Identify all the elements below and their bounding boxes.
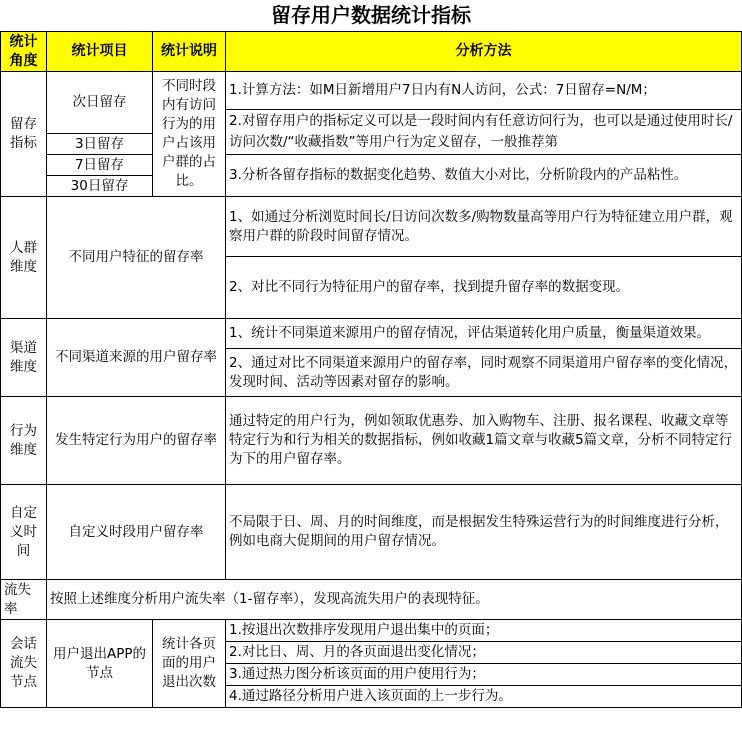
method-channel-2: 2、通过对比不同渠道来源用户的留存率，同时观察不同渠道用户留存率的变化情况，发现时间、活动等因素对留存的影响。 [226, 349, 742, 397]
dimension-behavior: 行为维度 [1, 397, 47, 485]
method-retention-1: 1.计算方法：如M日新增用户7日内有N人访问，公式：7日留存=N/M； [226, 72, 742, 110]
method-session-3: 3.通过热力图分析该页面的用户使用行为； [226, 664, 742, 686]
dimension-retention: 留存指标 [1, 72, 47, 197]
sheet-title: 留存用户数据统计指标 [271, 3, 471, 27]
item-channel: 不同渠道来源的用户留存率 [47, 319, 226, 397]
table-row [1, 485, 742, 580]
method-session-4: 4.通过路径分析用户进入该页面的上一步行为。 [226, 686, 742, 708]
item-custom-time: 自定义时段用户留存率 [47, 485, 226, 580]
dimension-custom-time: 自定义时间 [1, 485, 47, 580]
dimension-churn: 流失率 [1, 580, 47, 620]
metrics-table [0, 31, 742, 708]
table-row [1, 620, 742, 642]
method-crowd-2: 2、对比不同行为特征用户的留存率，找到提升留存率的数据变现。 [226, 257, 742, 319]
method-crowd-1: 1、如通过分析浏览时间长/日访问次数多/购物数量高等用户行为特征建立用户群，观察用户群的阶段时间留存情况。 [226, 197, 742, 257]
header-item: 统计项目 [47, 32, 153, 72]
item-next-day: 次日留存 [47, 72, 153, 134]
header-method: 分析方法 [226, 32, 742, 72]
method-channel-1: 1、统计不同渠道来源用户的留存情况，评估渠道转化用户质量，衡量渠道效果。 [226, 319, 742, 349]
header-row [1, 32, 742, 72]
table-row [1, 397, 742, 485]
method-custom-time: 不局限于日、周、月的时间维度，而是根据发生特殊运营行为的时间维度进行分析，例如电商大促期间的用户留存情况。 [226, 485, 742, 580]
table-row [1, 197, 742, 257]
item-3day: 3日留存 [47, 134, 153, 155]
method-churn: 按照上述维度分析用户流失率（1-留存率），发现高流失用户的表现特征。 [47, 580, 742, 620]
dimension-channel: 渠道维度 [1, 319, 47, 397]
method-behavior: 通过特定的用户行为，例如领取优惠券、加入购物车、注册、报名课程、收藏文章等特定行为和行为相关的数据指标，例如收藏1篇文章与收藏5篇文章，分析不同特定行为下的用户留存率。 [226, 397, 742, 485]
dimension-crowd: 人群维度 [1, 197, 47, 319]
description-session: 统计各页面的用户退出次数 [153, 620, 226, 708]
dimension-session: 会话流失节点 [1, 620, 47, 708]
table-row [1, 155, 742, 176]
table-row [1, 580, 742, 620]
header-description: 统计说明 [153, 32, 226, 72]
method-retention-2: 2.对留存用户的指标定义可以是一段时间内有任意访问行为，也可以是通过使用时长/访问次数/“收藏指数”等用户行为定义留存，一般推荐第 [226, 110, 742, 155]
table-row [1, 319, 742, 349]
method-session-2: 2.对比日、周、月的各页面退出变化情况； [226, 642, 742, 664]
item-crowd: 不同用户特征的留存率 [47, 197, 226, 319]
item-30day: 30日留存 [47, 176, 153, 197]
item-behavior: 发生特定行为用户的留存率 [47, 397, 226, 485]
method-session-1: 1.按退出次数排序发现用户退出集中的页面； [226, 620, 742, 642]
method-retention-3: 3.分析各留存指标的数据变化趋势、数值大小对比，分析阶段内的产品粘性。 [226, 155, 742, 197]
item-7day: 7日留存 [47, 155, 153, 176]
table-row [1, 72, 742, 110]
header-dimension: 统计角度 [1, 32, 47, 72]
item-session: 用户退出APP的节点 [47, 620, 153, 708]
description-retention: 不同时段内有访问行为的用户占该用户群的占比。 [153, 72, 226, 197]
